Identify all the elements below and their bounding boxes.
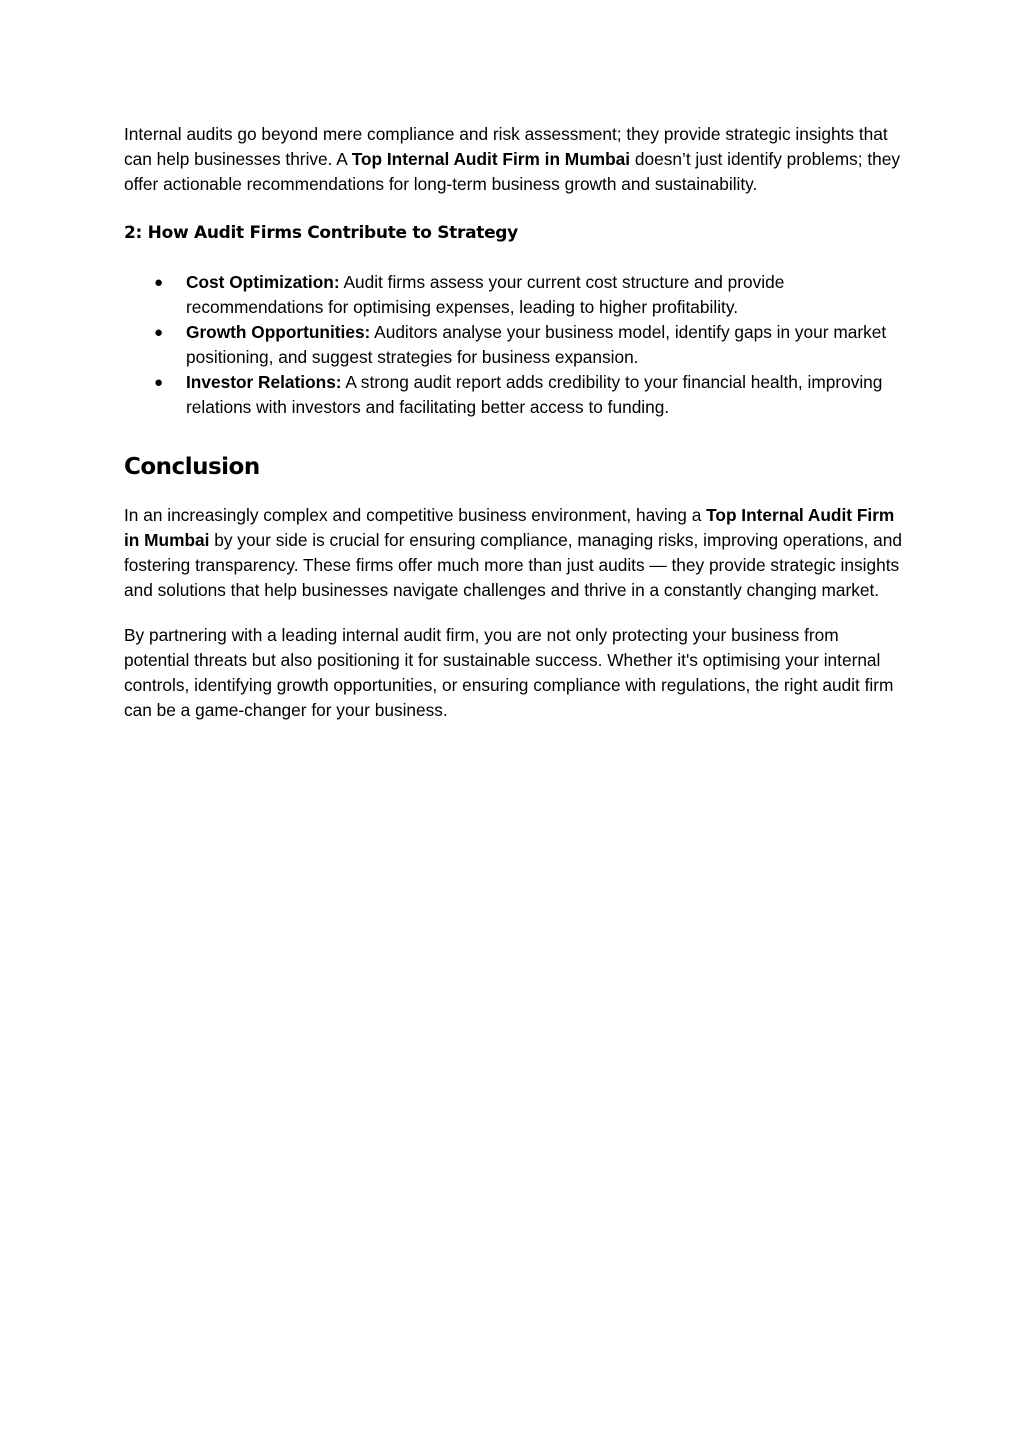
conclusion-keyword: Top Internal Audit Firm in Mumbai <box>124 505 895 550</box>
list-item-label: Growth Opportunities: <box>186 322 371 342</box>
section-heading-strategy: 2: How Audit Firms Contribute to Strategy <box>124 223 518 243</box>
list-item-text: Auditors analyse your business model, identify gaps in your market positioning, and suggest strategies for business expansion. <box>186 322 887 367</box>
intro-text-b: doesn’t just identify problems; they offer actionable recommendations for long-term business growth and sustainability. <box>124 149 901 194</box>
intro-paragraph <box>124 122 904 197</box>
list-item-text: Audit firms assess your current cost structure and provide recommendations for optimising expenses, leading to higher profitability. <box>186 272 785 317</box>
bullet-icon: ● <box>154 274 164 291</box>
list-item-label: Cost Optimization: <box>186 272 340 292</box>
bullet-icon: ● <box>154 324 164 341</box>
conclusion-text-a: In an increasingly complex and competitive business environment, having a <box>124 505 707 525</box>
strategy-list <box>124 270 904 420</box>
list-item-text: A strong audit report adds credibility to your financial health, improving relations with investors and facilitating better access to funding. <box>186 372 883 417</box>
conclusion-paragraph-2: By partnering with a leading internal audit firm, you are not only protecting your business from potential threats but also positioning it for sustainable success. Whether it's optimising your internal controls, identifying growth opportunities, or ensuring compliance with regulations, the right audit firm can be a game-changer for your business. <box>124 625 894 720</box>
intro-keyword: Top Internal Audit Firm in Mumbai <box>351 149 631 169</box>
conclusion-text-b: by your side is crucial for ensuring compliance, managing risks, improving operations, and fostering transparency. These firms offer much more than just audits — they provide strategic insights and solutions that help businesses navigate challenges and thrive in a constantly changing market. <box>124 530 902 600</box>
conclusion-paragraph-1 <box>124 503 904 603</box>
document-page <box>124 122 904 723</box>
list-item <box>124 270 904 320</box>
bullet-icon: ● <box>154 374 164 391</box>
list-item <box>124 320 904 370</box>
conclusion-heading: Conclusion <box>124 454 260 480</box>
list-item <box>124 370 904 420</box>
intro-text-a: Internal audits go beyond mere compliance and risk assessment; they provide strategic insights that can help businesses thrive. A <box>124 124 888 169</box>
list-item-label: Investor Relations: <box>186 372 342 392</box>
